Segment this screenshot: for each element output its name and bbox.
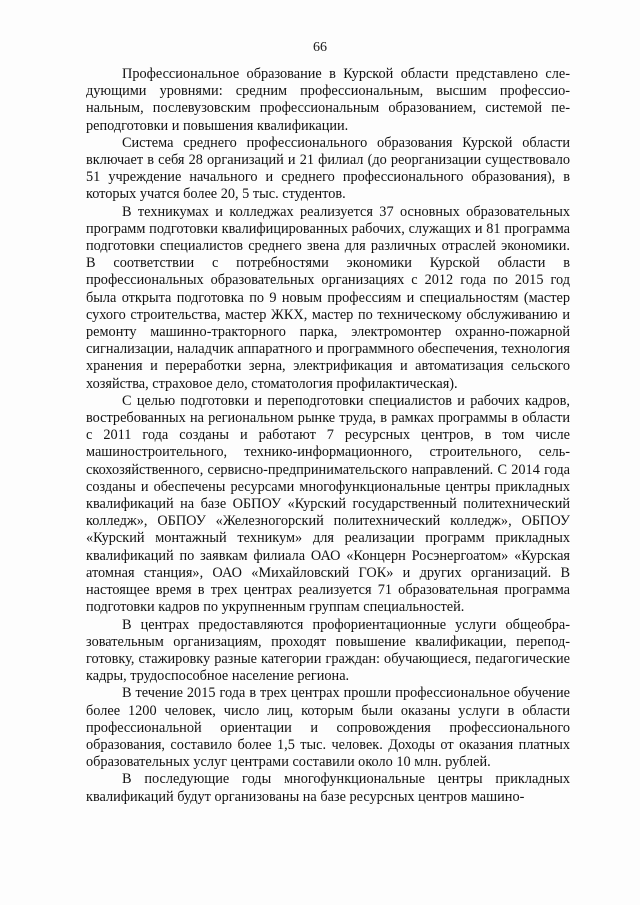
paragraph-4: С целью подготовки и переподготовки специалистов и рабочих кадров, востребованных на региональном рынке труда, в рамках программы в области с 2011 года созданы и работают 7 ресурсных центров, в том числе машиностроительного, технико-информационного, строительного, сельскохозяйственного, сервисно-предпринимательского направлений. С 2014 года созданы и обеспечены ресурсами многофункциональные центры прикладных квалификаций на базе ОБПОУ «Курский государственный политехнический колледж», ОБПОУ «Железногорский политехнический колледж», ОБПОУ «Курский монтажный техникум» для реализации программ прикладных квалификаций по заявкам филиала ОАО «Концерн Росэнергоатом» «Курская атомная станция», ОАО «Михайловский ГОК» и других организаций. В настоящее время в трех центрах реализуется 71 образовательная программа подготовки кадров по укрупненным группам специальностей. bbox=[86, 392, 570, 616]
paragraph-5: В центрах предоставляются профориентационные услуги общеобразовательным организациям, проходят повышение квалификации, переподготовку, стажировку разные категории граждан: обучающиеся, педагогические кадры, трудоспособное население региона. bbox=[86, 616, 570, 685]
paragraph-6: В течение 2015 года в трех центрах прошли профессиональное обучение более 1200 человек, число лиц, которым были оказаны услуги в области профессиональной ориентации и сопровождения профессионального образования, составило более 1,5 тыс. человек. Доходы от оказания платных образовательных услуг центрами составили около 10 млн. рублей. bbox=[86, 685, 570, 771]
paragraph-1: Профессиональное образование в Курской области представлено следующими уровнями: средним профессиональным, высшим профессиональным, послевузовским профессиональным образованием, системой переподготовки и повышения квалификации. bbox=[86, 66, 570, 134]
paragraph-7: В последующие годы многофункциональные центры прикладных квалификаций будут организованы на базе ресурсных центров машино- bbox=[86, 771, 570, 805]
paragraph-3: В техникумах и колледжах реализуется 37 основных образовательных программ подготовки квалифицированных рабочих, служащих и 81 программа подготовки специалистов среднего звена для различных отраслей экономики. В соответствии с потребностями экономики Курской области в профессиональных образовательных организациях с 2012 года по 2015 год была открыта подготовка по 9 новым профессиям и специальностям (мастер сухого строительства, мастер ЖКХ, мастер по техническому обслуживанию и ремонту машинно-тракторного парка, электромонтер охранно-пожарной сигнализации, наладчик аппаратного и программного обеспечения, технология хранения и переработки зерна, электрификация и автоматизация сельского хозяйства, страховое дело, стоматология профилактическая). bbox=[86, 203, 570, 392]
page-number: 66 bbox=[313, 40, 327, 55]
body-text bbox=[86, 66, 570, 806]
paragraph-2: Система среднего профессионального образования Курской области включает в себя 28 организаций и 21 филиал (до реорганизации существовало 51 учреждение начального и среднего профессионального образования), в которых учатся более 20, 5 тыс. студентов. bbox=[86, 134, 570, 203]
